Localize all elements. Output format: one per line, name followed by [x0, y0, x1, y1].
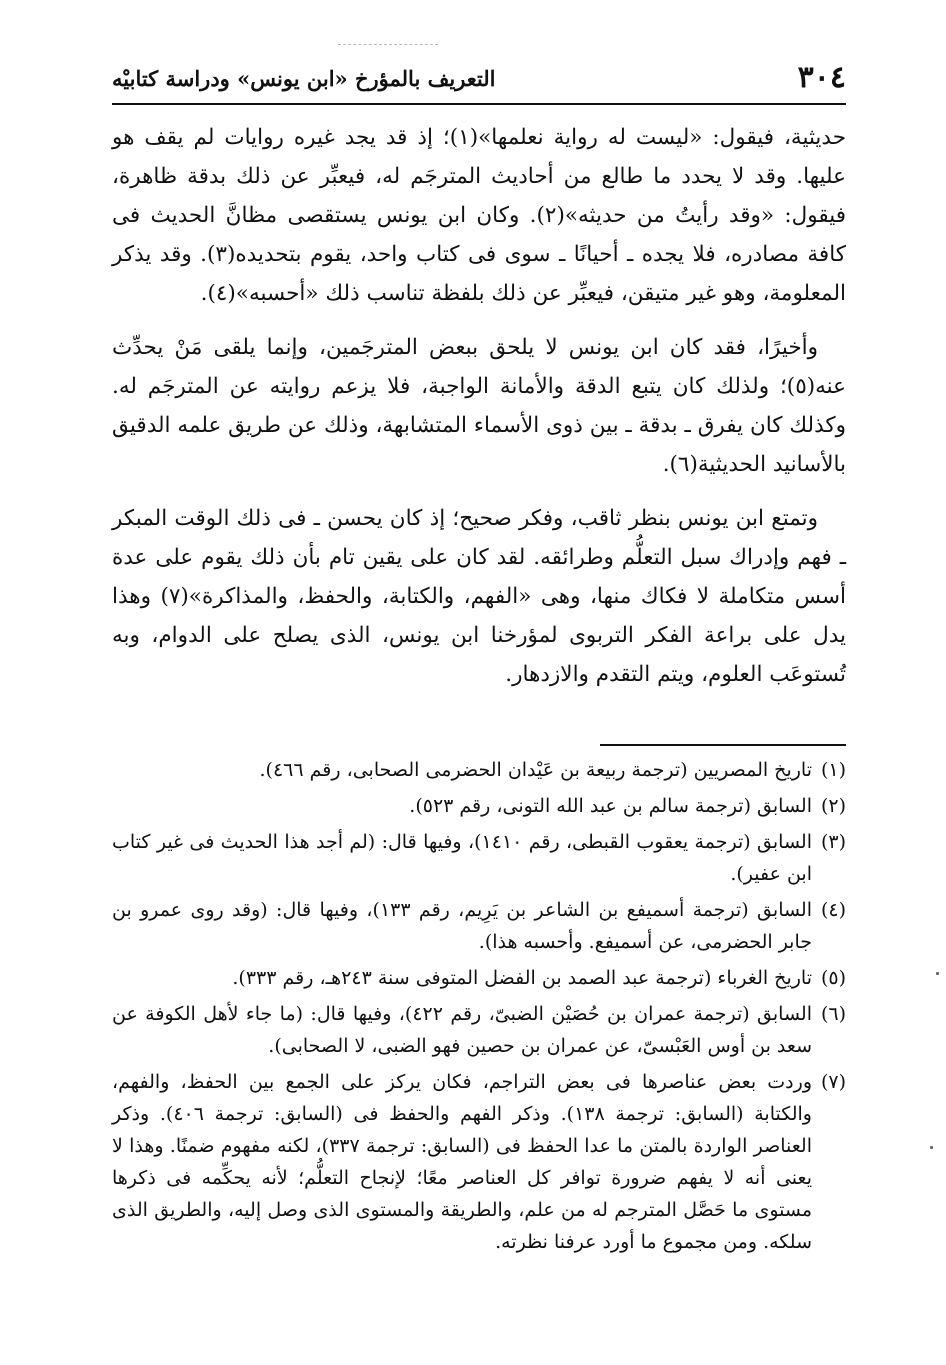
footnote — [112, 790, 846, 822]
footnote-number: (٤) — [820, 899, 846, 921]
footnote-separator — [600, 744, 846, 746]
footnote-number: (١) — [820, 759, 846, 781]
footnote-number: (٢) — [820, 795, 846, 817]
footnote — [112, 894, 846, 958]
main-text — [112, 118, 846, 694]
footnote-text: السابق (ترجمة عمران بن حُصَيْن الضبىّ، رقم ٤٢٢)، وفيها قال: (ما جاء لأهل الكوفة عن سعد بن أوس العَبْسىّ، عن عمران بن حصين فهو الضبى، لا الصحابى). — [112, 1003, 812, 1057]
footnote — [112, 1066, 846, 1258]
footnote-number: (٧) — [820, 1071, 846, 1093]
footnote-text: تاريخ الغرباء (ترجمة عبد الصمد بن الفضل المتوفى سنة ٢٤٣هـ، رقم ٣٣٣). — [232, 967, 812, 989]
running-header — [112, 58, 846, 100]
paragraph: وتمتع ابن يونس بنظر ثاقب، وفكر صحيح؛ إذ كان يحسن ـ فى ذلك الوقت المبكر ـ فهم وإدراك سبل التعلُّم وطرائقه. لقد كان على يقين تام بأن ذلك يقوم على عدة أسس متكاملة لا فكاك منها، وهى «الفهم، والكتابة، والحفظ، والمذاكرة»(٧) وهذا يدل على براعة الفكر التربوى لمؤرخنا ابن يونس، الذى يصلح على الدوام، وبه تُستوعَب العلوم، ويتم التقدم والازدهار. — [112, 506, 846, 687]
footnote — [112, 826, 846, 890]
page-number: ٣٠٤ — [797, 60, 846, 95]
footnotes — [112, 754, 846, 1262]
footnote-text: السابق (ترجمة سالم بن عبد الله التونى، رقم ٥٢٣). — [409, 795, 812, 817]
footnote-text: وردت بعض عناصرها فى بعض التراجم، فكان يركز على الجمع بين الحفظ، والفهم، والكتابة (السابق: ترجمة ١٣٨). وذكر الفهم والحفظ فى (السابق: ترجمة ٤٠٦). وذكر العناصر الواردة بالمتن ما عدا الحفظ فى (السابق: ترجمة ٣٣٧)، لكنه مفهوم ضمنًا. وهذا لا يعنى أنه لا يفهم ضرورة توافر كل العناصر معًا؛ لإنجاح التعلُّم؛ لأنه يحكِّمه فى ذكرها مستوى ما حَصَّل المترجم له من علم، والطريقة والمستوى الذى وصل إليه، والطريق الذى سلكه. ومن مجموع ما أورد عرفنا نظرته. — [112, 1071, 812, 1253]
footnote-number: (٣) — [820, 831, 846, 853]
footnote-text: السابق (ترجمة يعقوب القبطى، رقم ١٤١٠)، وفيها قال: (لم أجد هذا الحديث فى غير كتاب ابن عفير). — [112, 831, 812, 885]
scan-artifact — [338, 44, 438, 45]
paragraph: وأخيرًا، فقد كان ابن يونس لا يلحق ببعض المترجَمين، وإنما يلقى مَنْ يحدِّث عنه(٥)؛ ولذلك كان يتبع الدقة والأمانة الواجبة، فلا يزعم روايته عن المترجَم له. وكذلك كان يفرق ـ بدقة ـ بين ذوى الأسماء المتشابهة، وذلك عن طريق علمه الدقيق بالأسانيد الحديثية(٦). — [112, 335, 846, 477]
footnote-text: تاريخ المصريين (ترجمة ربيعة بن عَيْدان الحضرمى الصحابى، رقم ٤٦٦). — [259, 759, 812, 781]
footnote-number: (٥) — [820, 967, 846, 989]
scan-speck — [930, 1146, 933, 1149]
footnote-text: السابق (ترجمة أسميفع بن الشاعر بن يَرِيم، رقم ١٣٣)، وفيها قال: (وقد روى عمرو بن جابر الحضرمى، عن أسميفع. وأحسبه هذا). — [112, 899, 813, 953]
footnote-number: (٦) — [820, 1003, 846, 1025]
scan-speck — [936, 972, 939, 975]
footnote — [112, 998, 846, 1062]
paragraph: حديثية، فيقول: «ليست له رواية نعلمها»(١)؛ إذ قد يجد غيره روايات لم يقف هو عليها. وقد لا يحدد ما طالع من أحاديث المترجَم له، فيعبِّر عن ذلك بدقة ظاهرة، فيقول: «وقد رأيتُ من حديثه»(٢). وكان ابن يونس يستقصى مظانَّ الحديث فى كافة مصادره، فلا يجده ـ أحيانًا ـ سوى فى كتاب واحد، يقوم بتحديده(٣). وقد يذكر المعلومة، وهو غير متيقن، فيعبِّر عن ذلك بلفظة تناسب ذلك «أحسبه»(٤). — [112, 125, 846, 306]
footnote — [112, 754, 846, 786]
header-rule — [112, 103, 846, 105]
footnote — [112, 962, 846, 994]
running-title: التعريف بالمؤرخ «ابن يونس» ودراسة كتابيْه — [112, 66, 496, 91]
